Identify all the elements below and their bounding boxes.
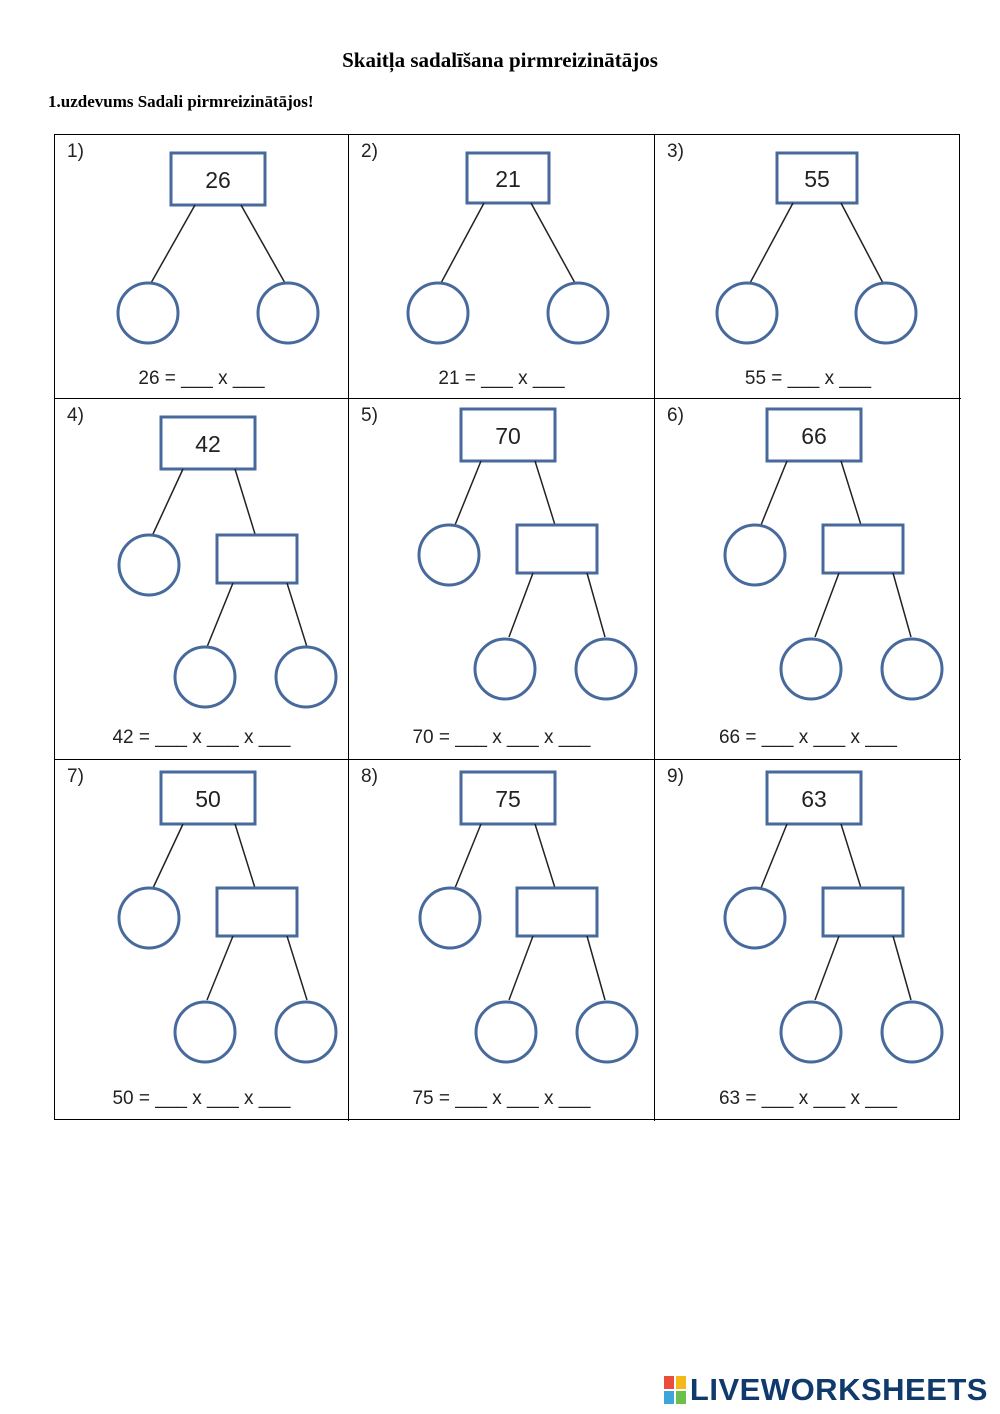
factor-tree-diagram	[55, 399, 348, 759]
problem-label: 3)	[667, 141, 684, 162]
logo-text: LIVEWORKSHEETS	[689, 1372, 988, 1407]
factor-circle[interactable]	[175, 647, 235, 707]
factor-circle[interactable]	[717, 283, 777, 343]
factor-circle[interactable]	[475, 639, 535, 699]
factor-circle[interactable]	[119, 888, 179, 948]
factor-tree-diagram	[655, 760, 961, 1121]
problem-label: 5)	[361, 405, 378, 426]
factor-circle[interactable]	[119, 535, 179, 595]
factor-tree-diagram	[349, 399, 654, 759]
factor-tree-diagram	[349, 135, 654, 398]
factor-circle[interactable]	[476, 1002, 536, 1062]
problem-cell-2	[349, 135, 655, 399]
problem-label: 8)	[361, 766, 378, 787]
problem-cell-1	[55, 135, 349, 399]
number-value: 21	[495, 166, 521, 192]
factor-circle[interactable]	[725, 888, 785, 948]
factor-box[interactable]	[217, 535, 297, 583]
number-value: 50	[195, 786, 221, 812]
factor-box[interactable]	[517, 888, 597, 936]
problem-label: 2)	[361, 141, 378, 162]
factor-circle[interactable]	[175, 1002, 235, 1062]
number-value: 42	[195, 431, 221, 457]
factor-circle[interactable]	[258, 283, 318, 343]
factor-circle[interactable]	[882, 1002, 942, 1062]
problem-cell-9	[655, 760, 961, 1121]
factor-tree-grid	[54, 134, 960, 1120]
task-instruction: 1.uzdevums Sadali pirmreizinātājos!	[48, 92, 314, 111]
number-value: 26	[205, 167, 231, 193]
factor-box[interactable]	[217, 888, 297, 936]
problem-label: 9)	[667, 766, 684, 787]
factor-tree-diagram	[55, 135, 348, 398]
number-value: 55	[804, 166, 830, 192]
equation: 50 = ___ x ___ x ___	[112, 1088, 291, 1109]
factor-circle[interactable]	[276, 1002, 336, 1062]
number-value: 75	[495, 786, 521, 812]
liveworksheets-logo	[664, 1372, 988, 1408]
number-value: 66	[801, 423, 827, 449]
equation: 63 = ___ x ___ x ___	[718, 1088, 897, 1109]
factor-circle[interactable]	[725, 525, 785, 585]
factor-circle[interactable]	[408, 283, 468, 343]
equation: 70 = ___ x ___ x ___	[412, 727, 591, 748]
liveworksheets-logo-icon	[664, 1376, 686, 1404]
equation: 21 = ___ x ___	[438, 368, 565, 389]
page-title: Skaitļa sadalīšana pirmreizinātājos	[342, 48, 658, 72]
factor-circle[interactable]	[856, 283, 916, 343]
problem-label: 7)	[67, 766, 84, 787]
problem-label: 6)	[667, 405, 684, 426]
number-value: 63	[801, 786, 827, 812]
equation: 42 = ___ x ___ x ___	[112, 727, 291, 748]
factor-box[interactable]	[517, 525, 597, 573]
factor-circle[interactable]	[420, 888, 480, 948]
problem-label: 4)	[67, 405, 84, 426]
factor-tree-diagram	[55, 760, 348, 1121]
number-value: 70	[495, 423, 521, 449]
factor-box[interactable]	[823, 525, 903, 573]
factor-circle[interactable]	[548, 283, 608, 343]
problem-cell-7	[55, 760, 349, 1121]
equation: 26 = ___ x ___	[138, 368, 265, 389]
problem-cell-4	[55, 399, 349, 760]
factor-tree-diagram	[655, 135, 961, 398]
problem-cell-8	[349, 760, 655, 1121]
factor-tree-diagram	[349, 760, 654, 1121]
equation: 55 = ___ x ___	[744, 368, 872, 389]
factor-circle[interactable]	[419, 525, 479, 585]
factor-box[interactable]	[823, 888, 903, 936]
factor-circle[interactable]	[882, 639, 942, 699]
factor-circle[interactable]	[781, 639, 841, 699]
problem-label: 1)	[67, 141, 84, 162]
problem-cell-6	[655, 399, 961, 760]
equation: 66 = ___ x ___ x ___	[718, 727, 897, 748]
problem-cell-5	[349, 399, 655, 760]
factor-circle[interactable]	[781, 1002, 841, 1062]
factor-circle[interactable]	[576, 639, 636, 699]
factor-circle[interactable]	[577, 1002, 637, 1062]
equation: 75 = ___ x ___ x ___	[412, 1088, 591, 1109]
factor-tree-diagram	[655, 399, 961, 759]
factor-circle[interactable]	[118, 283, 178, 343]
factor-circle[interactable]	[276, 647, 336, 707]
problem-cell-3	[655, 135, 961, 399]
